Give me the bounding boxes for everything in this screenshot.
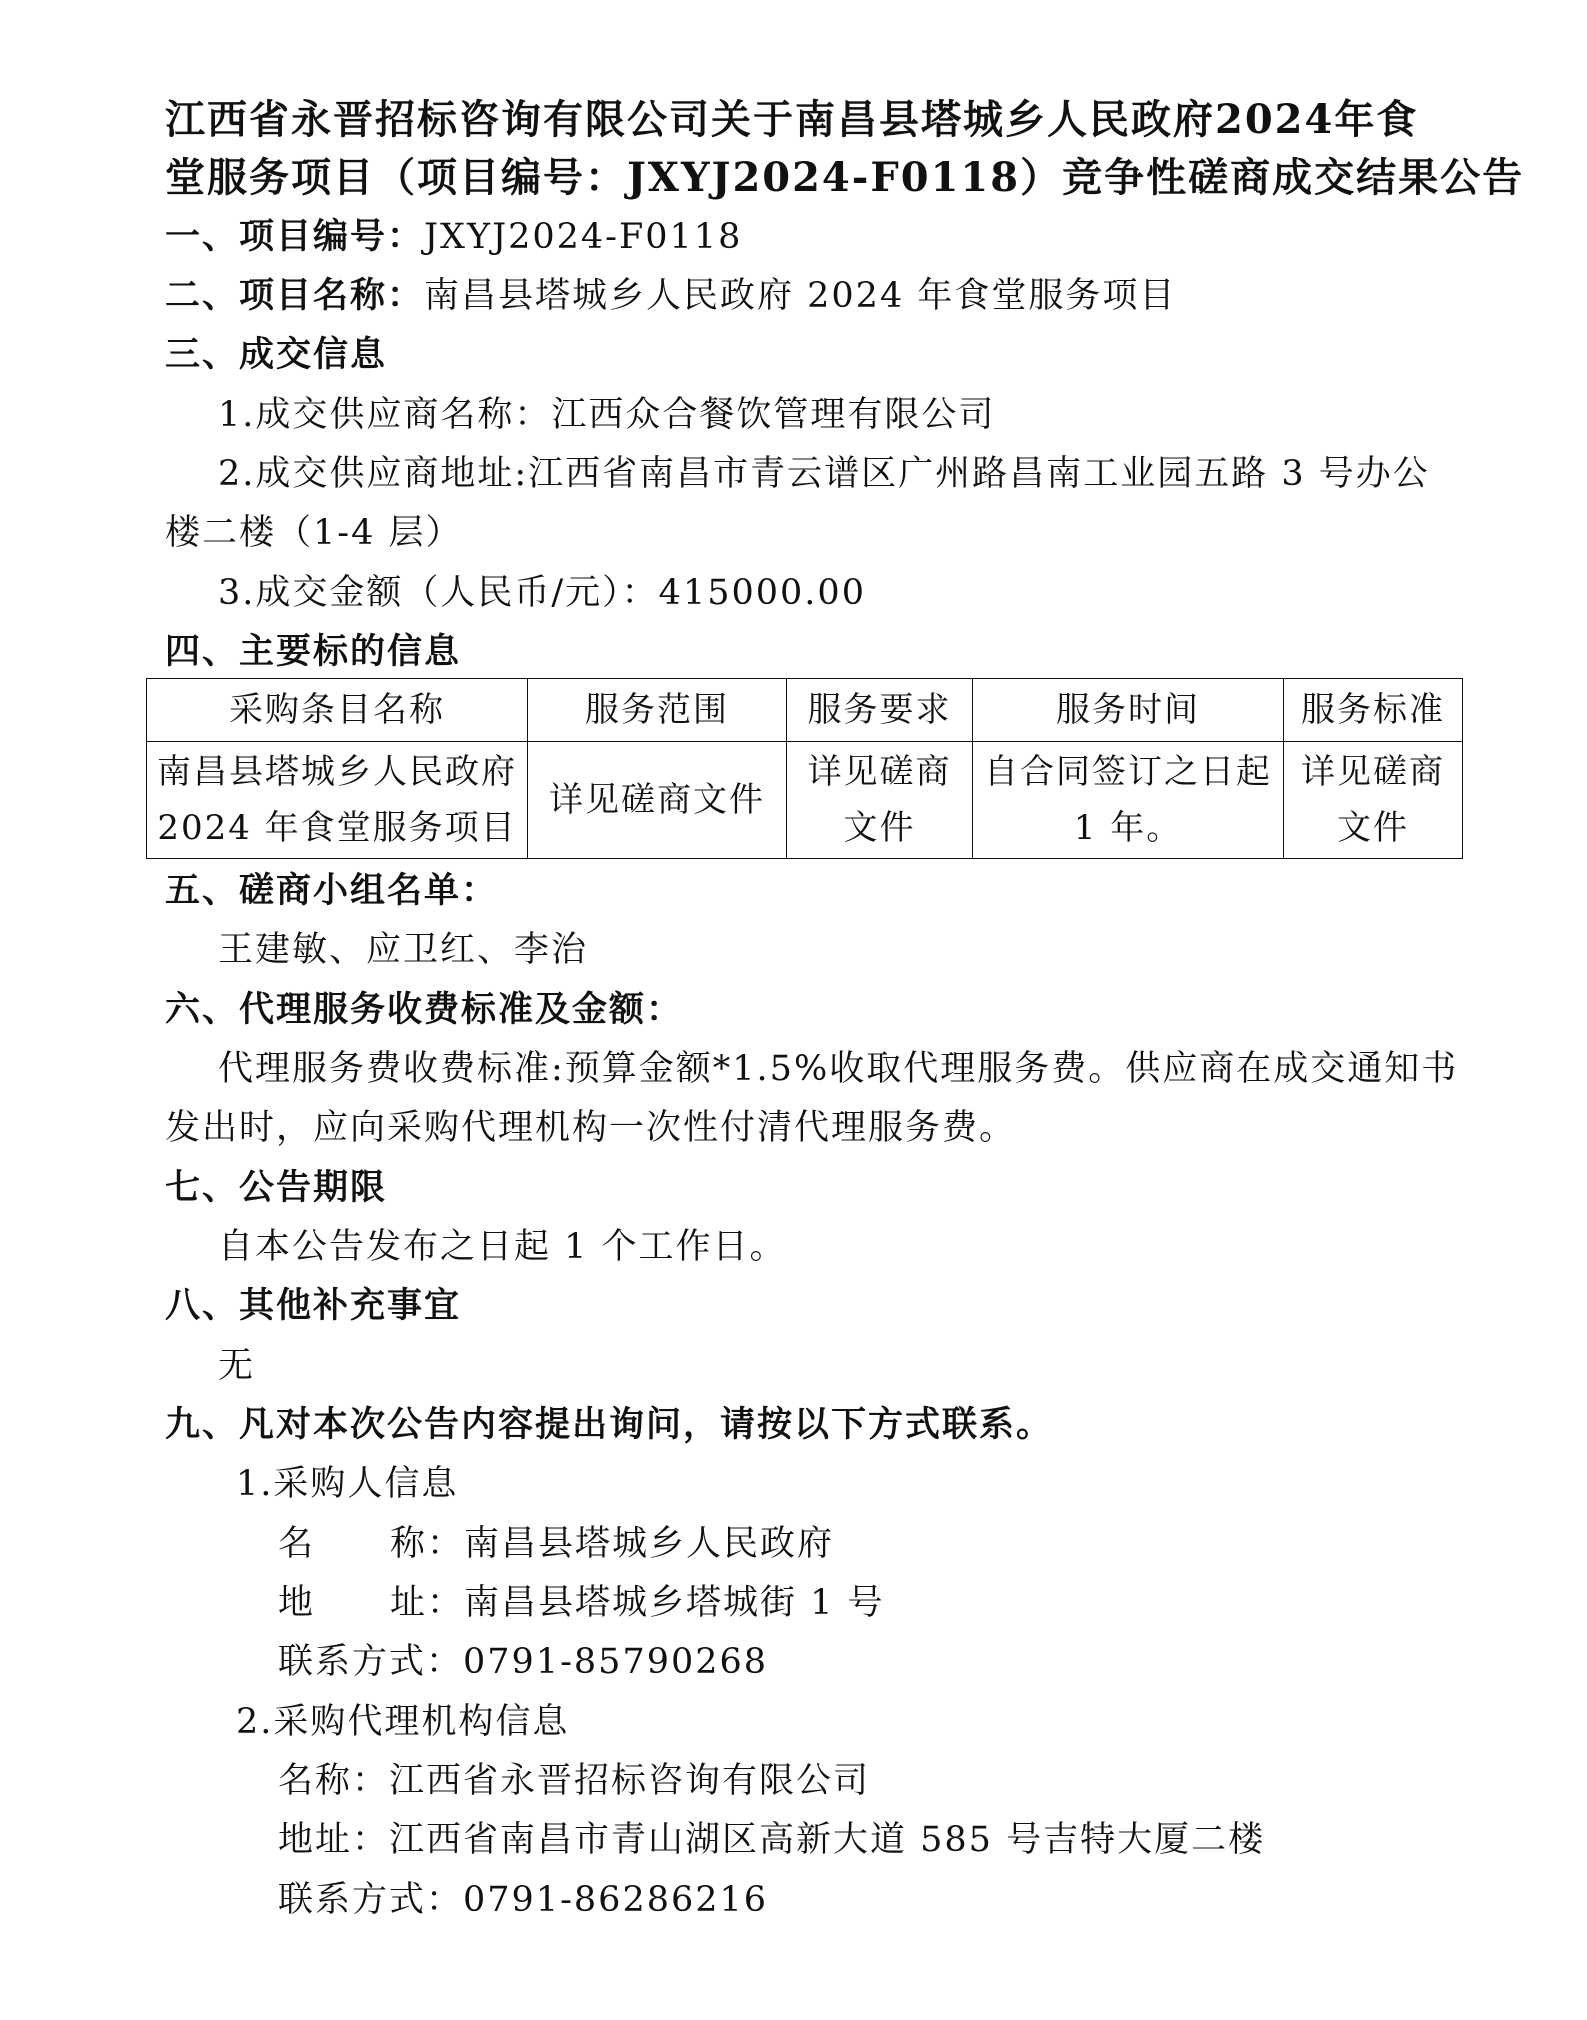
service-standard-line-1: 详见磋商 (1301, 752, 1445, 792)
deal-amount: 3.成交金额（人民币/元）：415000.00 (218, 573, 866, 613)
panel-members-heading: 五、磋商小组名单： (165, 870, 499, 911)
purchaser-address: 南昌县塔城乡塔城街 1 号 (464, 1583, 885, 1623)
subject-info-heading: 四、主要标的信息 (165, 631, 462, 672)
title-line-2: 堂服务项目（项目编号：JXYJ2024-F0118）竞争性磋商成交结果公告 (165, 154, 1525, 201)
project-number-row (165, 215, 742, 259)
supplier-address-line-1: 2.成交供应商地址:江西省南昌市青云谱区广州路昌南工业园五路 3 号办公 (218, 454, 1430, 494)
agency-contact: 0791-86286216 (463, 1880, 769, 1920)
notice-period-heading: 七、公告期限 (165, 1167, 388, 1208)
agency-fee-heading: 六、代理服务收费标准及金额： (165, 989, 684, 1030)
service-requirement-line-2: 文件 (843, 808, 916, 848)
purchaser-address-label-b: 址： (390, 1583, 465, 1623)
subject-info-table (146, 678, 1463, 859)
table-header-cell: 服务范围 (528, 679, 787, 742)
deal-info-heading: 三、成交信息 (165, 334, 388, 375)
item-name-line-1: 南昌县塔城乡人民政府 (157, 752, 517, 792)
purchaser-name-label-b: 称： (390, 1524, 465, 1564)
agency-name-label: 名称： (278, 1761, 390, 1801)
supplier-name: 1.成交供应商名称：江西众合餐饮管理有限公司 (218, 395, 996, 435)
table-header-cell: 服务时间 (973, 679, 1284, 742)
agency-contact-row (278, 1878, 768, 1922)
purchaser-contact-label: 联系方式： (278, 1642, 464, 1682)
service-standard-cell (1284, 742, 1463, 859)
purchaser-name-label-a: 名 (278, 1524, 316, 1564)
agency-contact-label: 联系方式： (278, 1880, 464, 1920)
other-matters-text: 无 (218, 1346, 256, 1386)
purchaser-name: 南昌县塔城乡人民政府 (464, 1524, 835, 1564)
service-time-cell (973, 742, 1284, 859)
purchaser-address-row (278, 1581, 885, 1625)
purchaser-info-title: 1.采购人信息 (236, 1464, 459, 1504)
supplier-address-line-2: 楼二楼（1-4 层） (165, 513, 463, 553)
table-header-cell: 采购条目名称 (147, 679, 528, 742)
title-line-1: 江西省永晋招标咨询有限公司关于南昌县塔城乡人民政府2024年食 (165, 96, 1419, 143)
service-time-line-1: 自合同签订之日起 (984, 752, 1272, 792)
contact-heading: 九、凡对本次公告内容提出询问，请按以下方式联系。 (165, 1404, 1054, 1445)
project-name-row (165, 274, 1176, 318)
service-standard-line-2: 文件 (1337, 808, 1409, 848)
agency-address: 江西省南昌市青山湖区高新大道 585 号吉特大厦二楼 (389, 1820, 1266, 1860)
table-header-cell: 服务要求 (787, 679, 973, 742)
project-name-value: 南昌县塔城乡人民政府 2024 年食堂服务项目 (424, 276, 1177, 316)
agency-address-row (278, 1818, 1265, 1862)
panel-members: 王建敏、应卫红、李治 (218, 930, 589, 970)
purchaser-address-label-a: 地 (278, 1583, 316, 1623)
service-requirement-cell (787, 742, 973, 859)
notice-period-text: 自本公告发布之日起 1 个工作日。 (218, 1227, 787, 1267)
table-row (147, 742, 1463, 859)
service-time-line-2: 1 年。 (1073, 808, 1183, 848)
purchaser-contact: 0791-85790268 (463, 1642, 769, 1682)
agency-address-label: 地址： (278, 1820, 390, 1860)
agency-name-row (278, 1759, 870, 1803)
agency-info-title: 2.采购代理机构信息 (236, 1702, 570, 1742)
table-header-cell: 服务标准 (1284, 679, 1463, 742)
item-name-cell (147, 742, 528, 859)
agency-fee-line-1: 代理服务费收费标准:预算金额*1.5%收取代理服务费。供应商在成交通知书 (218, 1049, 1459, 1089)
table-header-row (147, 679, 1463, 742)
agency-name: 江西省永晋招标咨询有限公司 (389, 1761, 871, 1801)
other-matters-heading: 八、其他补充事宜 (165, 1285, 462, 1326)
purchaser-name-row (278, 1522, 834, 1566)
agency-fee-line-2: 发出时，应向采购代理机构一次性付清代理服务费。 (165, 1108, 1017, 1148)
project-name-label: 二、项目名称： (165, 275, 425, 316)
item-name-line-2: 2024 年食堂服务项目 (157, 808, 517, 848)
service-requirement-line-1: 详见磋商 (807, 752, 952, 792)
project-number-value: JXYJ2024-F0118 (424, 217, 743, 257)
purchaser-contact-row (278, 1640, 768, 1684)
service-scope-cell: 详见磋商文件 (528, 742, 787, 859)
project-number-label: 一、项目编号： (165, 216, 425, 257)
